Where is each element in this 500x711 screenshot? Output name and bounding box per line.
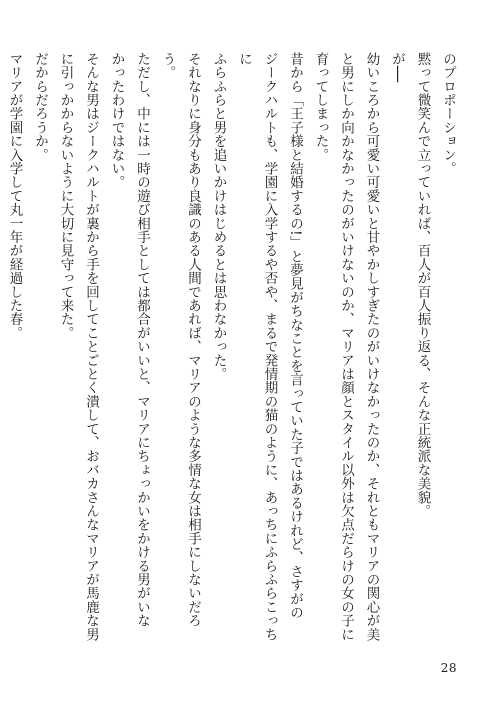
text-line: 育ってしまった。 [312, 52, 329, 162]
text-line: のプロポーション。 [440, 52, 456, 176]
text-line: だからだろうか。 [32, 52, 48, 162]
text-line: 幼いころから可愛い可愛いと甘やかしすぎたのがいけなかったのか、それともマリアの関心が美 [363, 52, 380, 642]
text-line: と男にしか向かなかったのがいけないのか、マリアは顔とスタイル以外は欠点だらけの女の子に [338, 52, 354, 642]
text-line: マリアが学園に入学して丸一年が経過した春。 [6, 52, 23, 340]
vertical-text-body [6, 52, 460, 652]
text-line: ふらふらと男を追いかけはじめるとは思わなかった。 [210, 52, 227, 381]
text-line: ジークハルトも、学園に入学するや否や、まるで発情期の猫のように、あっちにふらふらこっちに [236, 52, 278, 642]
text-line: 黙って微笑んで立っていれば、百人が百人振り返る、そんな正統派な美貌。 [414, 52, 431, 518]
page-number: 28 [440, 661, 457, 675]
text-line: そんな男はジークハルトが裏から手を回してことごとく潰して、おバカさんなマリアが馬鹿な男 [83, 52, 99, 642]
text-line: かったわけではない。 [108, 52, 125, 189]
text-line: 昔から「王子様と結婚するの!」と夢見がちなことを言っていた子ではあるけれど、さすがの [287, 52, 303, 620]
text-line: が── [389, 52, 405, 83]
text-line: に引っかからないように大切に見守って来た。 [57, 52, 74, 340]
text-line: ただし、中には一時の遊び相手としては都合がいいと、マリアにちょっかいをかける男がいな [134, 52, 150, 628]
text-line: それなりに身分もあり良識のある人間であれば、マリアのような多情な女は相手にしないだろう。 [159, 52, 201, 628]
text-line [0, 52, 1, 652]
